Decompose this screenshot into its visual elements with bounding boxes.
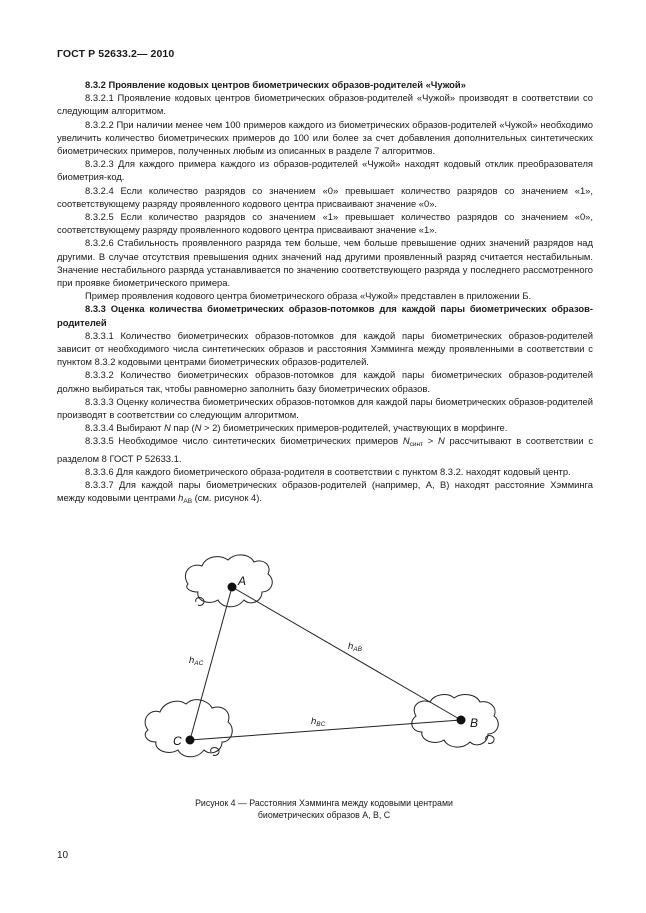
paragraph-8-3-2-1: 8.3.2.1 Проявление кодовых центров биометрических образов-родителей «Чужой» производят в соответствии со следующим алгоритмом. <box>57 92 593 117</box>
label-h-ab: $h_{AB}$ <box>348 641 362 653</box>
paragraph-8-3-2-6: 8.3.2.6 Стабильность проявленного разряда тем больше, чем больше превышение одних значений разрядов над другими. В случае отсутствия превышения одних значений над другими проявленный разряд считается нестабильным. Значение нестабильного разряда устанавливается по значению соответствующего разряда у последнего рассмотренного при проявке биометрического примера. <box>57 237 593 289</box>
label-h-bc: $h_{BC}$ <box>311 716 326 728</box>
page-number: 10 <box>57 850 69 861</box>
paragraph-8-3-2-2: 8.3.2.2 При наличии менее чем 100 примеров каждого из биометрических образов-родителей «Чужой» необходимо увеличить количество биометрических примеров до 100 или более за счет добавления дополнительных синтетических биометрических примеров, полученных любым из описанных в разделе 7 алгоритмов. <box>57 118 593 157</box>
paragraph-8-3-3-6: 8.3.3.6 Для каждого биометрического образа-родителя в соответствии с пунктом 8.3.2. находят кодовый центр. <box>85 465 571 477</box>
paragraph-8-3-3-1: 8.3.3.1 Количество биометрических образов-потомков для каждой пары биометрических образов-родителей зависит от необходимого числа синтетических образов и расстояния Хэмминга между проявленными в соответствии с пунктом 8.3.2 кодовыми центрами биометрических образов-родителей. <box>57 329 593 368</box>
paragraph-8-3-3-2: 8.3.3.2 Количество биометрических образов-потомков для каждой пары биометрических образов-родителей должно выбираться так, чтобы равномерно заполнить базу биометрических образов. <box>57 369 593 394</box>
figure-caption-line-1: Рисунок 4 — Расстояния Хэмминга между кодовыми центрами <box>195 798 453 808</box>
paragraph-8-3-2-4: 8.3.2.4 Если количество разрядов со значением «0» превышает количество разрядов со значением «1», соответствующему разряду проявленного кодового центра присваивают значение «0». <box>57 184 593 209</box>
section-heading-8-3-2: 8.3.2 Проявление кодовых центров биометрических образов-родителей «Чужой» <box>85 79 466 90</box>
label-b: B <box>470 716 479 730</box>
paragraph-example: Пример проявления кодового центра биометрического образа «Чужой» представлен в приложении Б. <box>85 290 532 302</box>
edge-ab <box>232 587 461 720</box>
edge-bc <box>190 720 461 740</box>
point-b <box>457 716 466 725</box>
paragraph-8-3-3-4: 8.3.3.4 Выбирают N пар (N > 2) биометрических примеров-родителей, участвующих в морфинге. <box>85 422 508 434</box>
label-c: C <box>173 734 182 748</box>
figure-caption-line-2: биометрических образов A, B, C <box>257 810 391 820</box>
document-code-header: ГОСТ Р 52633.2— 2010 <box>57 48 175 60</box>
cloud-c <box>145 700 232 757</box>
label-h-ac: $h_{AC}$ <box>189 655 204 667</box>
label-a: A <box>238 574 247 588</box>
point-a <box>228 583 237 592</box>
paragraph-8-3-2-5: 8.3.2.5 Если количество разрядов со значением «1» превышает количество разрядов со значением «0», соответствующему разряду проявленного кодового центра присваивают значение «1». <box>57 211 593 236</box>
figure-caption <box>120 797 528 821</box>
paragraph-8-3-3-7: 8.3.3.7 Для каждой пары биометрических образов-родителей (например, A, B) находят расстояние Хэмминга между кодовыми центрами $h_{AB}$ (см. рисунок 4). <box>57 479 593 506</box>
point-c <box>186 736 195 745</box>
paragraph-8-3-2-3: 8.3.2.3 Для каждого примера каждого из образов-родителей «Чужой» находят кодовый отклик преобразователя биометрия-код. <box>57 158 593 183</box>
paragraph-8-3-3-5: 8.3.3.5 Необходимое число синтетических биометрических примеров $N_{синт} > N$ рассчитывают в соответствии с разделом 8 ГОСТ Р 52633.1. <box>57 435 594 464</box>
section-heading-8-3-3: 8.3.3 Оценка количества биометрических образов-потомков для каждой пары биометрических образов-родителей <box>57 303 593 328</box>
paragraph-8-3-3-3: 8.3.3.3 Оценку количества биометрических образов-потомков для каждой пары биометрических образов-родителей производят в соответствии со следующим алгоритмом. <box>57 395 593 421</box>
